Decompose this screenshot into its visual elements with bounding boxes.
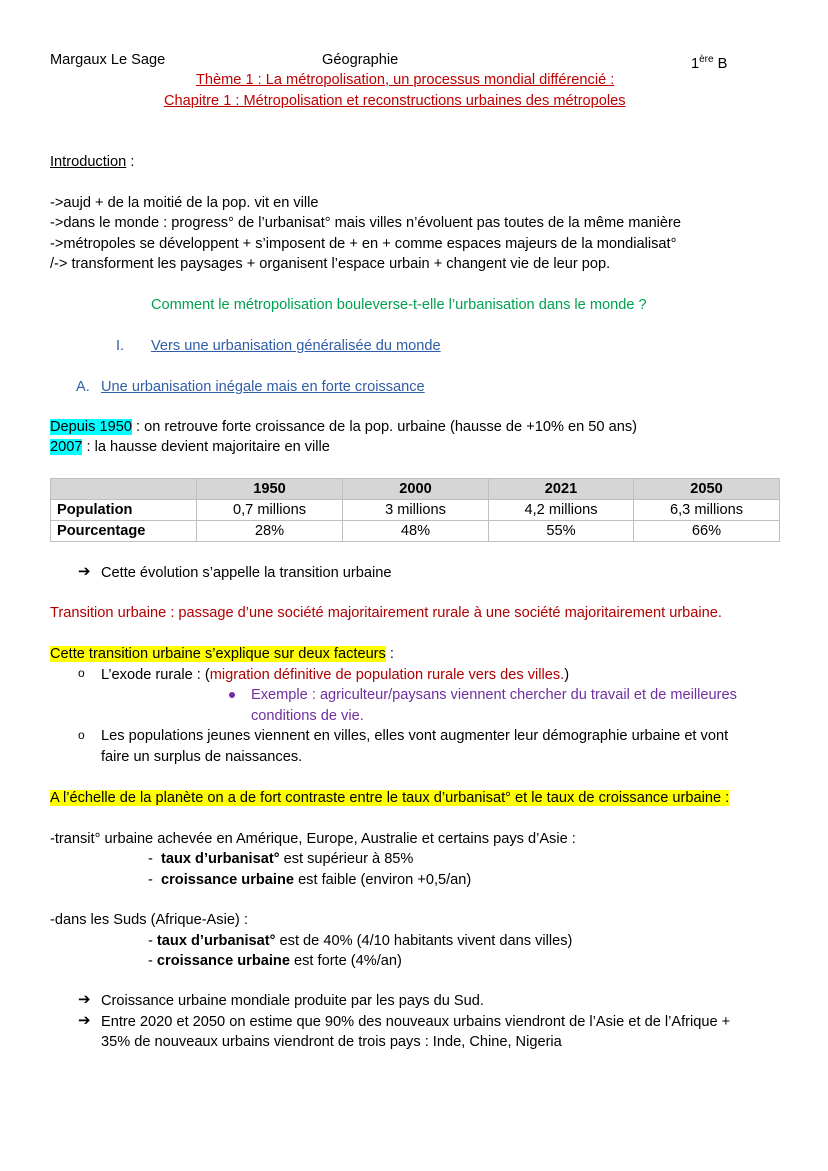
part-number: I. xyxy=(116,338,125,354)
date-text: : la hausse devient majoritaire en ville xyxy=(82,439,330,455)
north-item-text: est supérieur à 85% xyxy=(279,851,414,867)
urbanization-table xyxy=(50,478,780,542)
north-item-bold: taux d’urbanisat° xyxy=(160,851,280,867)
circle-bullet-icon: o xyxy=(78,728,85,742)
table-cell: 55% xyxy=(489,521,634,542)
factors-heading xyxy=(50,644,394,664)
intro-line: /-> transforment les paysages + organisent l’espace urbain + changent vie de leur pop. xyxy=(50,256,611,272)
intro-line: ->métropoles se développent + s’imposent de + en + comme espaces majeurs de la mondialisat° xyxy=(50,236,677,252)
row-label: Population xyxy=(51,500,197,521)
table-header-cell: 2021 xyxy=(489,479,634,500)
south-item-text: est de 40% (4/10 habitants vivent dans villes) xyxy=(275,933,573,949)
table-cell: 28% xyxy=(197,521,343,542)
table-header-cell: 2000 xyxy=(343,479,489,500)
example-line: conditions de vie. xyxy=(251,708,364,724)
arrow-right-icon: ➔ xyxy=(78,991,91,1008)
table-cell: 6,3 millions xyxy=(634,500,780,521)
south-item-text: est forte (4%/an) xyxy=(289,953,402,969)
factor-item xyxy=(101,665,569,685)
intro-title-suffix: : xyxy=(126,154,135,170)
contrast-statement xyxy=(50,788,729,808)
example-line: Exemple : agriculteur/paysans viennent chercher du travail et de meilleures xyxy=(251,687,737,703)
problem-question: Comment le métropolisation bouleverse-t-elle l’urbanisation dans le monde ? xyxy=(151,297,647,313)
class-letter: B xyxy=(713,55,728,72)
factors-title-suffix: : xyxy=(385,646,394,662)
theme-title: Thème 1 : La métropolisation, un processus mondial différencié : xyxy=(196,72,615,88)
factors-title: Cette transition urbaine s’explique sur deux facteurs xyxy=(50,646,386,662)
factor-item-continued: faire un surplus de naissances. xyxy=(101,749,303,765)
subject: Géographie xyxy=(322,52,399,68)
arrow-text: Cette évolution s’appelle la transition urbaine xyxy=(101,565,392,581)
class-number: 1 xyxy=(691,55,700,72)
intro-line: ->aujd + de la moitié de la pop. vit en ville xyxy=(50,195,319,211)
part-title: Vers une urbanisation généralisée du monde xyxy=(151,338,441,354)
date-text: : on retrouve forte croissance de la pop. urbaine (hausse de +10% en 50 ans) xyxy=(131,419,637,435)
factor-item: Les populations jeunes viennent en villes, elles vont augmenter leur démographie urbaine et vont xyxy=(101,728,729,744)
table-header-cell: 2050 xyxy=(634,479,780,500)
intro-heading xyxy=(50,152,134,172)
north-item: - croissance urbaine est faible (environ +0,5/an) xyxy=(148,872,472,888)
south-item: - taux d’urbanisat° est de 40% (4/10 habitants vivent dans villes) xyxy=(148,933,573,949)
factor-prefix: L’exode rurale : ( xyxy=(101,667,210,683)
contrast-highlight: A l’échelle de la planète on a de fort contraste entre le taux d’urbanisat° et le taux de croissance urbaine : xyxy=(50,790,730,806)
north-item: - taux d’urbanisat° est supérieur à 85% xyxy=(148,851,414,867)
class-superscript: ère xyxy=(699,54,714,65)
row-label: Pourcentage xyxy=(51,521,197,542)
circle-bullet-icon: o xyxy=(78,666,85,680)
date-highlight: 2007 xyxy=(50,439,83,455)
table-row xyxy=(51,521,780,542)
dot-bullet-icon xyxy=(229,692,235,698)
date-line xyxy=(50,417,637,437)
intro-line: ->dans le monde : progress° de l’urbanisat° mais villes n’évoluent pas toutes de la même manière xyxy=(50,215,682,231)
date-line xyxy=(50,437,330,457)
table-header-cell: 1950 xyxy=(197,479,343,500)
table-cell: 48% xyxy=(343,521,489,542)
author-name: Margaux Le Sage xyxy=(50,52,166,68)
south-heading: -dans les Suds (Afrique-Asie) : xyxy=(50,912,248,928)
arrow-right-icon: ➔ xyxy=(78,1012,91,1029)
factor-suffix: ) xyxy=(564,667,570,683)
table-row xyxy=(51,500,780,521)
table-header-row xyxy=(51,479,780,500)
conclusion-line-continued: 35% de nouveaux urbains viendront de trois pays : Inde, Chine, Nigeria xyxy=(101,1034,562,1050)
subpart-letter: A. xyxy=(76,379,90,395)
chapter-title: Chapitre 1 : Métropolisation et reconstructions urbaines des métropoles xyxy=(164,93,626,109)
subpart-title: Une urbanisation inégale mais en forte croissance xyxy=(101,379,425,395)
date-highlight: Depuis 1950 xyxy=(50,419,132,435)
south-item-bold: croissance urbaine xyxy=(156,953,290,969)
table-header-cell xyxy=(51,479,197,500)
table-cell: 0,7 millions xyxy=(197,500,343,521)
north-heading: -transit° urbaine achevée en Amérique, Europe, Australie et certains pays d’Asie : xyxy=(50,831,576,847)
intro-title: Introduction xyxy=(50,154,127,170)
south-item-bold: taux d’urbanisat° xyxy=(156,933,276,949)
conclusion-line: Croissance urbaine mondiale produite par les pays du Sud. xyxy=(101,993,484,1009)
north-item-text: est faible (environ +0,5/an) xyxy=(294,872,472,888)
arrow-right-icon: ➔ xyxy=(78,563,91,580)
definition: Transition urbaine : passage d’une société majoritairement rurale à une société majoritairement urbaine. xyxy=(50,605,722,621)
factor-definition: migration définitive de population rurale vers des villes. xyxy=(209,667,565,683)
table-cell: 66% xyxy=(634,521,780,542)
table-cell: 4,2 millions xyxy=(489,500,634,521)
table-cell: 3 millions xyxy=(343,500,489,521)
south-item: - croissance urbaine est forte (4%/an) xyxy=(148,953,402,969)
north-item-bold: croissance urbaine xyxy=(160,872,295,888)
class-label xyxy=(691,50,727,74)
conclusion-line: Entre 2020 et 2050 on estime que 90% des nouveaux urbains viendront de l’Asie et de l’Afrique + xyxy=(101,1014,731,1030)
